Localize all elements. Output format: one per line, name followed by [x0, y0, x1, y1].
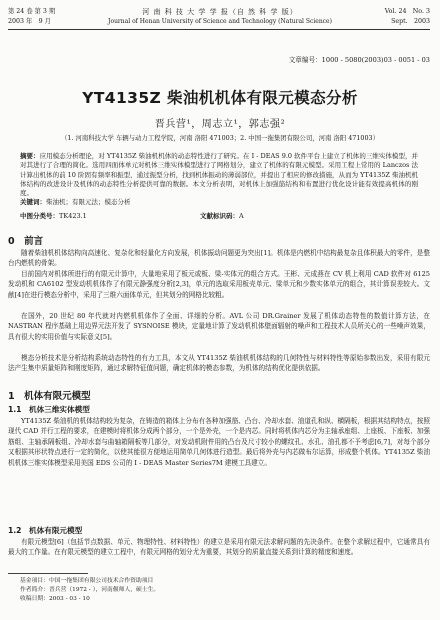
classification — [20, 212, 418, 221]
header-rule — [8, 29, 430, 30]
paragraph-solid-model: YT4135Z 柴油机的机体结构较为复杂，在铸造的箱体上分布有各种加强筋、凸台、冷却水套、油道孔和纵、横隔板，根据其结构特点，按照现代 CAD 并行工程的要求，在建模时将机体分成两个部分，一个是外壳，一个是内芯。同时将机体内芯分为主轴承座组、上座板、下座板、加强筋组、主轴承隔板组、冷却水套与曲轴箱隔板等几部分，对发动机附件用的凸台及尺寸较小的螺纹孔、水孔、油孔都不予考虑[6,7]，对每个部分又根据其形状特点进行一定的简化，以使其能很方便地运用简单几何体进行造型。最后将外壳与内芯做布尔运算，形成整个机体。YT4135Z 柴油机机体三维实体模型采用美国 EDS 公司的 I - DEAS Master Series7M 建模工具建立。 — [8, 417, 430, 467]
keywords-label: 关键词： — [20, 198, 46, 206]
article-number: 文章编号：1000 - 5080(2003)03 - 0051 - 03 — [288, 56, 430, 64]
paragraph-intro-4: 模态分析技术是分析结构系统动态特性的有力工具，本文从 YT4135Z 柴油机机体结构的几何特性与材料特性等原始参数出发，采用有限元法产生集中质量矩阵和刚度矩阵，通过求解特征值问题，确定机体的模态参数，为机体的结构优化提供依据。 — [8, 354, 430, 373]
footnote-rule — [8, 573, 88, 574]
footnote-author: 作者简介：晋兵营（1972 - ），河南偃师人，硕士生。 — [20, 587, 160, 593]
journal-name-cn: 河 南 科 技 大 学 学 报（自 然 科 学 版） — [142, 8, 298, 16]
keywords — [20, 198, 418, 207]
paragraph-intro-2: 目前国内对机体所进行的有限元计算中，大量地采用了板元或板、梁-实体元的组合方式。王彬、元成燕在 CV 机上利用 CAD 软件对 6125 发动机和 CA6102 型发动机机体作了有限元静强度分析[2,3]，单元的选取采用板壳单元、梁单元和少数实体单元的组合，其计算误差较大。文献[4]在进行模态分析中，采用了三维六面体单元，但其划分的网格比较粗。 — [8, 270, 430, 299]
doc-code: A — [239, 212, 244, 220]
affiliation: （1. 河南科技大学 车辆与动力工程学院，河南 洛阳 471003；2. 中国一拖集团有限公司，河南 洛阳 471003） — [60, 134, 380, 142]
doc-label: 文献标识码： — [200, 212, 239, 220]
section-heading-intro: 0 前言 — [8, 236, 44, 247]
clc-code: TK423.1 — [59, 212, 87, 220]
footnote-date: 收稿日期：2003 - 03 - 10 — [20, 596, 90, 602]
paragraph-fem-model: 有限元模型[6]（包括节点数据、单元、物理特性、材料特性）的建立是采用有限元法求解问题的先决条件。在整个求解过程中，它通常具有最大的工作量。在有限元模型的建立工程中，有限元网格的划分尤为重要，其划分的质量直接关系到计算的精度和速度。 — [8, 538, 430, 557]
abstract-label: 摘要： — [20, 152, 40, 160]
journal-name-en: Journal of Henan University of Science and Technology (Natural Science) — [108, 18, 332, 25]
volume-issue-en: Vol. 24 No. 3 — [384, 8, 430, 15]
paragraph-intro-1: 随着柴油机机体结构向高速化、复杂化和轻量化方向发展，机体振动问题更为突出[1]。机体是内燃机中结构最复杂且体积最大的零件，是整台内燃机的骨架。 — [8, 249, 430, 268]
abstract-text: 应用模态分析理论，对 YT4135Z 柴油机机体的动态特性进行了研究。在 I - DEAS 9.0 软件平台上建立了机体的三维实体模型，并对其进行了合理的简化。选用四面体单元对机体三维实体模型进行了网格划分，建立了机体的有限元模型。采用工程上常用的 Lanczos 法计算出机体的前 10 阶固有频率和振型，通过振型分析，找到机体振动的薄弱部位，并提出了相应的修改措施，从而为 YT4135Z 柴油机机体结构的改进设计及机体的动态特性分析提供可靠的数据。本文分析表明，对机体上加强筋结构和布置进行优化设计能有效提高机体的刚度。 — [20, 152, 418, 198]
paper-title: YT4135Z 柴油机机体有限元模态分析 — [82, 89, 358, 107]
section-heading-model: 1 机体有限元模型 — [8, 391, 91, 402]
date-en: Sept. 2003 — [391, 18, 430, 25]
doc-group — [200, 212, 244, 221]
keywords-text: 柴油机；有限元法；模态分析 — [46, 198, 131, 206]
subsection-heading-solid: 1.1 机体三维实体模型 — [8, 405, 90, 414]
authors: 晋兵营¹，周志立¹，郭志强² — [154, 119, 286, 130]
paragraph-intro-3: 在国外，20 世纪 80 年代就对内燃机机体作了全面、详细的分析。AVL 公司 DR.Grainer 发展了机体动态特性的数值计算方法，在 NASTRAN 程序基础上用边界元法开发了 SYSNOISE 模块，定量地计算了发动机机体壁面辐射的噪声和工程技术人员所关心的一些噪声效果，具有很大的实用价值与实际意义[5]。 — [8, 312, 430, 341]
clc-label: 中图分类号： — [20, 212, 59, 220]
subsection-heading-fem: 1.2 机体有限元模型 — [8, 526, 83, 535]
volume-issue-cn: 第 24 卷 第 3 期 — [8, 8, 56, 15]
date-cn: 2003 年 9 月 — [8, 18, 51, 25]
footnote-funding: 基金项目：中国一拖集团有限公司技术合作资助项目 — [20, 578, 154, 584]
clc-group — [20, 212, 200, 221]
abstract — [20, 152, 418, 198]
